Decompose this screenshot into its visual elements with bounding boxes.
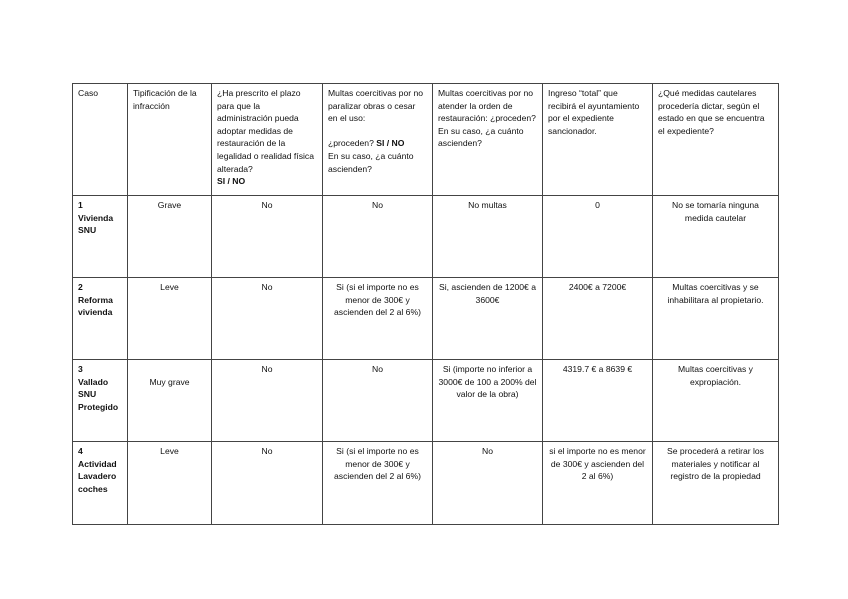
cell-medidas: Se procederá a retirar los materiales y notificar al registro de la propiedad [653,442,779,525]
header-prescrito-options: SI / NO [217,176,246,187]
table-header-row [73,84,779,196]
cases-table [72,83,779,525]
case-label [73,442,128,525]
table-row [73,442,779,525]
header-prescrito-question: ¿Ha prescrito el plazo para que la administración pueda adoptar medidas de restauración de la legalidad o realidad física alterada? [217,88,314,174]
table-row [73,360,779,442]
header-multas-orden: Multas coercitivas por no atender la orden de restauración: ¿proceden? En su caso, ¿a cuánto ascienden? [433,84,543,196]
case-name: Vallado SNU Protegido [78,376,119,412]
case-label [73,278,128,360]
cell-tipificacion [128,360,212,442]
cell-multas-orden: Si, ascienden de 1200€ a 3600€ [433,278,543,360]
header-multas-paralizar-question: ¿proceden? [328,138,374,149]
header-tipificacion: Tipificación de la infracción [128,84,212,196]
cell-medidas: No se tomaría ninguna medida cautelar [653,196,779,278]
cell-ingreso: 4319.7 € a 8639 € [543,360,653,442]
header-ingreso-total: Ingreso “total” que recibirá el ayuntamiento por el expediente sancionador. [543,84,653,196]
cell-multas-paralizar: No [323,196,433,278]
header-multas-paralizar-options: SI / NO [376,138,405,149]
header-multas-paralizar [323,84,433,196]
case-number: 3 [78,364,83,374]
cell-multas-paralizar: No [323,360,433,442]
header-multas-paralizar-tail: En su caso, ¿a cuánto ascienden? [328,150,414,174]
table-row [73,278,779,360]
cell-multas-paralizar: Si (si el importe no es menor de 300€ y ascienden del 2 al 6%) [323,442,433,525]
cell-multas-paralizar: Si (si el importe no es menor de 300€ y ascienden del 2 al 6%) [323,278,433,360]
cell-prescrito: No [212,360,323,442]
cell-ingreso: 2400€ a 7200€ [543,278,653,360]
case-name: Vivienda SNU [78,212,114,236]
case-number: 2 [78,282,83,292]
case-number: 1 [78,200,83,210]
table-row [73,196,779,278]
cell-ingreso: 0 [543,196,653,278]
cell-tipificacion-text: Muy grave [149,376,190,387]
cell-tipificacion: Leve [128,442,212,525]
cell-prescrito: No [212,278,323,360]
cell-medidas: Multas coercitivas y se inhabilitara al propietario. [653,278,779,360]
header-caso: Caso [73,84,128,196]
cell-multas-orden: Si (importe no inferior a 3000€ de 100 a 200% del valor de la obra) [433,360,543,442]
header-multas-paralizar-intro: Multas coercitivas por no paralizar obras o cesar en el uso: [328,88,424,124]
cell-multas-orden: No multas [433,196,543,278]
case-label [73,360,128,442]
header-medidas-cautelares: ¿Qué medidas cautelares procedería dictar, según el estado en que se encuentra el expediente? [653,84,779,196]
cell-prescrito: No [212,196,323,278]
cell-prescrito: No [212,442,323,525]
case-name: Actividad Lavadero coches [78,458,117,494]
header-prescrito [212,84,323,196]
cell-medidas: Multas coercitivas y expropiación. [653,360,779,442]
case-label [73,196,128,278]
cell-tipificacion: Leve [128,278,212,360]
case-name: Reforma vivienda [78,294,113,318]
cell-tipificacion: Grave [128,196,212,278]
cell-multas-orden: No [433,442,543,525]
cell-ingreso: si el importe no es menor de 300€ y ascienden del 2 al 6%) [543,442,653,525]
case-number: 4 [78,446,83,456]
